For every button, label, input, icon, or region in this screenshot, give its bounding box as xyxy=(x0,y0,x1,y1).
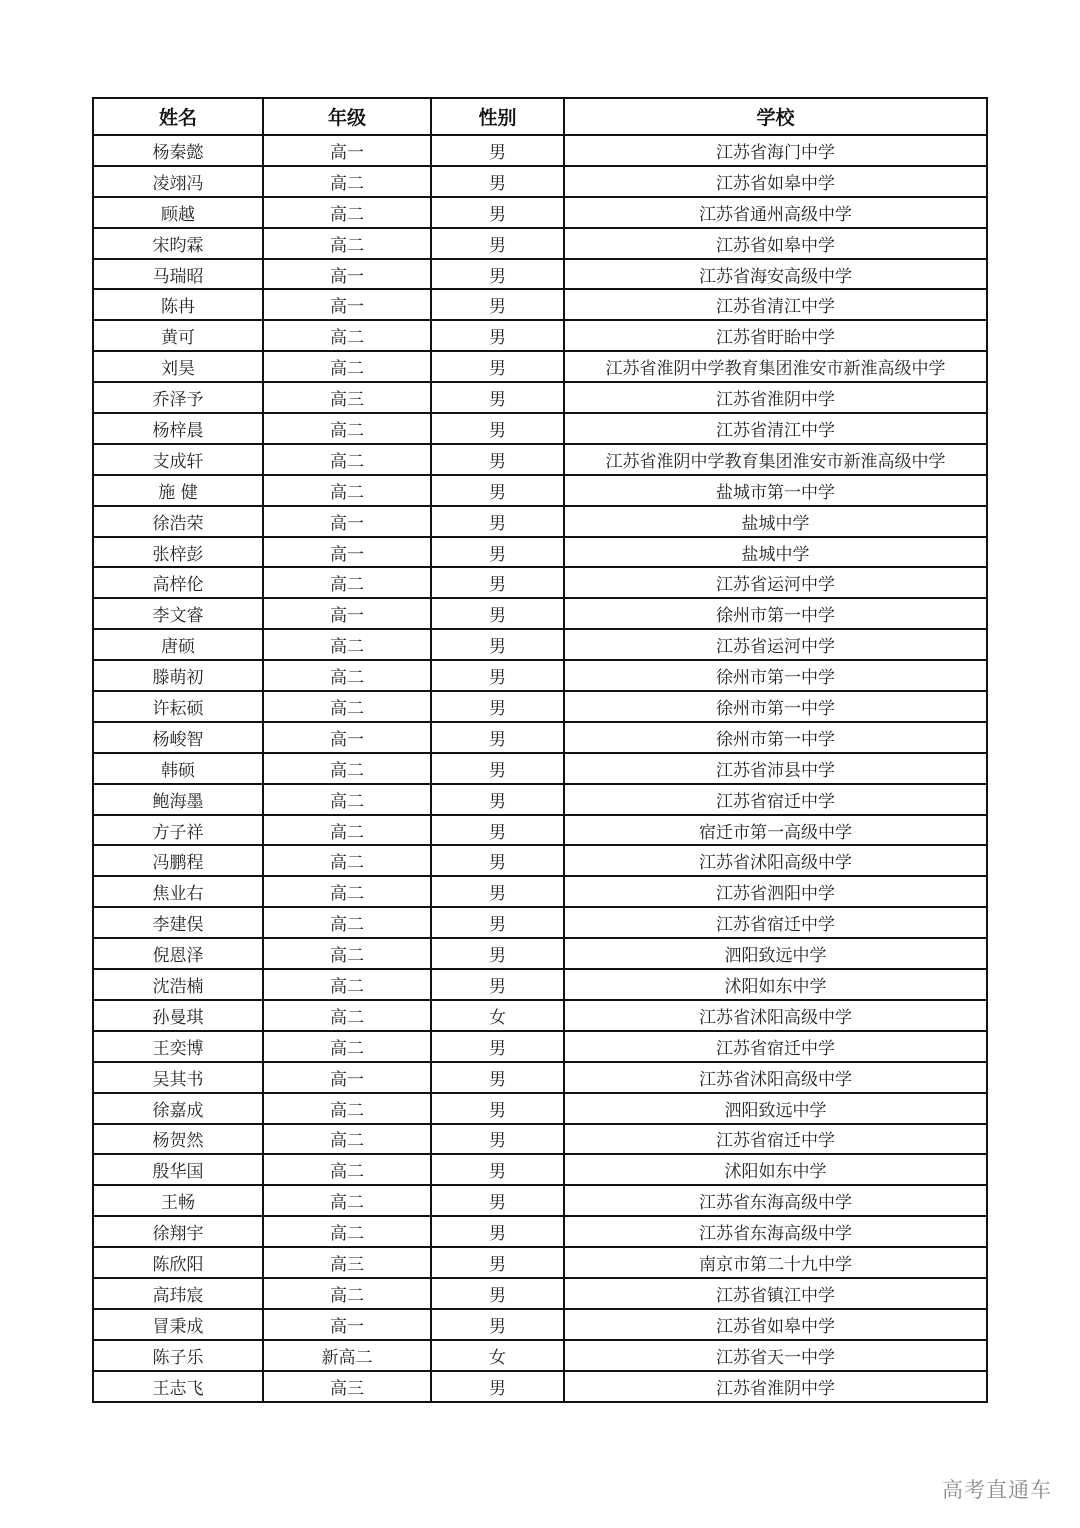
cell-school: 宿迁市第一高级中学 xyxy=(564,815,987,846)
cell-gender: 男 xyxy=(431,1062,564,1093)
table-row xyxy=(93,969,987,1000)
cell-grade: 高二 xyxy=(263,1278,431,1309)
cell-name: 杨贺然 xyxy=(93,1124,263,1155)
table-row xyxy=(93,1185,987,1216)
cell-name: 高梓伦 xyxy=(93,567,263,598)
cell-school: 江苏省如皋中学 xyxy=(564,228,987,259)
cell-grade: 高二 xyxy=(263,876,431,907)
cell-school: 泗阳致远中学 xyxy=(564,1093,987,1124)
cell-school: 江苏省宿迁中学 xyxy=(564,784,987,815)
cell-grade: 高三 xyxy=(263,1247,431,1278)
table-body xyxy=(93,135,987,1402)
cell-gender: 男 xyxy=(431,1371,564,1402)
cell-grade: 高二 xyxy=(263,660,431,691)
cell-grade: 高二 xyxy=(263,1031,431,1062)
cell-school: 江苏省宿迁中学 xyxy=(564,1031,987,1062)
cell-grade: 高二 xyxy=(263,1154,431,1185)
cell-school: 盐城中学 xyxy=(564,537,987,568)
cell-name: 倪恩泽 xyxy=(93,938,263,969)
cell-name: 冯鹏程 xyxy=(93,845,263,876)
table-row xyxy=(93,413,987,444)
header-grade: 年级 xyxy=(263,98,431,135)
cell-name: 陈欣阳 xyxy=(93,1247,263,1278)
table-row xyxy=(93,351,987,382)
cell-school: 江苏省通州高级中学 xyxy=(564,197,987,228)
table-row xyxy=(93,1093,987,1124)
cell-grade: 高二 xyxy=(263,691,431,722)
cell-name: 李建俣 xyxy=(93,907,263,938)
table-row xyxy=(93,537,987,568)
cell-grade: 高二 xyxy=(263,845,431,876)
cell-name: 孙曼琪 xyxy=(93,1000,263,1031)
cell-grade: 高二 xyxy=(263,166,431,197)
cell-grade: 高二 xyxy=(263,907,431,938)
cell-name: 冒秉成 xyxy=(93,1309,263,1340)
cell-name: 徐嘉成 xyxy=(93,1093,263,1124)
cell-gender: 男 xyxy=(431,784,564,815)
table-row xyxy=(93,753,987,784)
cell-school: 江苏省海门中学 xyxy=(564,135,987,166)
table-row xyxy=(93,691,987,722)
table-row xyxy=(93,444,987,475)
header-gender: 性别 xyxy=(431,98,564,135)
cell-school: 徐州市第一中学 xyxy=(564,691,987,722)
table-row xyxy=(93,228,987,259)
cell-grade: 高二 xyxy=(263,1093,431,1124)
cell-grade: 高二 xyxy=(263,815,431,846)
cell-grade: 高二 xyxy=(263,784,431,815)
cell-grade: 高一 xyxy=(263,537,431,568)
cell-gender: 男 xyxy=(431,506,564,537)
cell-school: 江苏省海安高级中学 xyxy=(564,259,987,290)
cell-school: 盐城市第一中学 xyxy=(564,475,987,506)
cell-grade: 高二 xyxy=(263,320,431,351)
cell-gender: 男 xyxy=(431,1278,564,1309)
table-row xyxy=(93,876,987,907)
cell-school: 江苏省清江中学 xyxy=(564,289,987,320)
cell-grade: 高二 xyxy=(263,969,431,1000)
cell-grade: 高一 xyxy=(263,506,431,537)
cell-school: 江苏省如皋中学 xyxy=(564,1309,987,1340)
cell-gender: 男 xyxy=(431,444,564,475)
table-row xyxy=(93,1278,987,1309)
cell-school: 江苏省镇江中学 xyxy=(564,1278,987,1309)
cell-name: 顾越 xyxy=(93,197,263,228)
cell-grade: 高二 xyxy=(263,629,431,660)
cell-school: 江苏省淮阴中学教育集团淮安市新淮高级中学 xyxy=(564,351,987,382)
cell-name: 凌翊冯 xyxy=(93,166,263,197)
table-row xyxy=(93,1309,987,1340)
cell-gender: 女 xyxy=(431,1000,564,1031)
cell-school: 江苏省清江中学 xyxy=(564,413,987,444)
cell-gender: 男 xyxy=(431,1124,564,1155)
table-row xyxy=(93,1124,987,1155)
cell-grade: 高三 xyxy=(263,382,431,413)
cell-name: 杨秦懿 xyxy=(93,135,263,166)
cell-school: 徐州市第一中学 xyxy=(564,598,987,629)
cell-name: 高玮宸 xyxy=(93,1278,263,1309)
cell-name: 殷华国 xyxy=(93,1154,263,1185)
student-list-table xyxy=(92,97,988,1403)
cell-name: 王奕博 xyxy=(93,1031,263,1062)
cell-gender: 男 xyxy=(431,320,564,351)
cell-grade: 高二 xyxy=(263,1216,431,1247)
table-row xyxy=(93,938,987,969)
table-row xyxy=(93,629,987,660)
cell-name: 马瑞昭 xyxy=(93,259,263,290)
cell-gender: 男 xyxy=(431,567,564,598)
cell-grade: 高二 xyxy=(263,1185,431,1216)
cell-grade: 高一 xyxy=(263,259,431,290)
cell-grade: 高三 xyxy=(263,1371,431,1402)
cell-gender: 男 xyxy=(431,1185,564,1216)
cell-gender: 男 xyxy=(431,660,564,691)
cell-grade: 高二 xyxy=(263,1124,431,1155)
cell-grade: 高二 xyxy=(263,197,431,228)
cell-gender: 男 xyxy=(431,722,564,753)
cell-gender: 男 xyxy=(431,537,564,568)
cell-grade: 高二 xyxy=(263,413,431,444)
cell-gender: 男 xyxy=(431,197,564,228)
cell-school: 沭阳如东中学 xyxy=(564,969,987,1000)
cell-name: 吴其书 xyxy=(93,1062,263,1093)
cell-gender: 男 xyxy=(431,969,564,1000)
cell-gender: 女 xyxy=(431,1340,564,1371)
header-school: 学校 xyxy=(564,98,987,135)
cell-school: 沭阳如东中学 xyxy=(564,1154,987,1185)
cell-school: 江苏省沭阳高级中学 xyxy=(564,845,987,876)
cell-gender: 男 xyxy=(431,691,564,722)
cell-school: 南京市第二十九中学 xyxy=(564,1247,987,1278)
cell-school: 江苏省盱眙中学 xyxy=(564,320,987,351)
cell-grade: 新高二 xyxy=(263,1340,431,1371)
cell-name: 方子祥 xyxy=(93,815,263,846)
cell-name: 滕萌初 xyxy=(93,660,263,691)
cell-grade: 高一 xyxy=(263,1309,431,1340)
table-row xyxy=(93,784,987,815)
cell-school: 江苏省沭阳高级中学 xyxy=(564,1000,987,1031)
cell-gender: 男 xyxy=(431,1154,564,1185)
cell-name: 许耘硕 xyxy=(93,691,263,722)
cell-school: 江苏省淮阴中学 xyxy=(564,382,987,413)
cell-school: 泗阳致远中学 xyxy=(564,938,987,969)
cell-gender: 男 xyxy=(431,815,564,846)
table-row xyxy=(93,1340,987,1371)
watermark: 高考直通车 xyxy=(942,1478,1052,1502)
table-row xyxy=(93,382,987,413)
cell-grade: 高二 xyxy=(263,1000,431,1031)
cell-school: 江苏省天一中学 xyxy=(564,1340,987,1371)
table-row xyxy=(93,506,987,537)
table-row xyxy=(93,166,987,197)
cell-grade: 高二 xyxy=(263,567,431,598)
cell-school: 江苏省泗阳中学 xyxy=(564,876,987,907)
cell-name: 陈子乐 xyxy=(93,1340,263,1371)
cell-name: 鲍海墨 xyxy=(93,784,263,815)
cell-name: 韩硕 xyxy=(93,753,263,784)
header-name: 姓名 xyxy=(93,98,263,135)
table-row xyxy=(93,1000,987,1031)
cell-school: 江苏省运河中学 xyxy=(564,629,987,660)
table-row xyxy=(93,1247,987,1278)
cell-gender: 男 xyxy=(431,845,564,876)
cell-school: 江苏省沛县中学 xyxy=(564,753,987,784)
table-row xyxy=(93,475,987,506)
cell-name: 张梓彭 xyxy=(93,537,263,568)
cell-school: 江苏省如皋中学 xyxy=(564,166,987,197)
cell-gender: 男 xyxy=(431,228,564,259)
cell-gender: 男 xyxy=(431,629,564,660)
cell-grade: 高二 xyxy=(263,444,431,475)
cell-school: 江苏省沭阳高级中学 xyxy=(564,1062,987,1093)
cell-school: 江苏省淮阴中学教育集团淮安市新淮高级中学 xyxy=(564,444,987,475)
cell-name: 杨峻智 xyxy=(93,722,263,753)
cell-school: 江苏省宿迁中学 xyxy=(564,907,987,938)
table-row xyxy=(93,135,987,166)
cell-name: 宋昀霖 xyxy=(93,228,263,259)
cell-school: 江苏省东海高级中学 xyxy=(564,1216,987,1247)
cell-grade: 高二 xyxy=(263,228,431,259)
cell-grade: 高二 xyxy=(263,351,431,382)
table-row xyxy=(93,197,987,228)
header-row xyxy=(93,98,987,135)
cell-grade: 高一 xyxy=(263,1062,431,1093)
cell-school: 徐州市第一中学 xyxy=(564,722,987,753)
cell-gender: 男 xyxy=(431,938,564,969)
cell-gender: 男 xyxy=(431,907,564,938)
table-row xyxy=(93,907,987,938)
table-row xyxy=(93,845,987,876)
cell-grade: 高一 xyxy=(263,289,431,320)
cell-gender: 男 xyxy=(431,166,564,197)
table-row xyxy=(93,660,987,691)
cell-grade: 高二 xyxy=(263,753,431,784)
cell-gender: 男 xyxy=(431,289,564,320)
cell-school: 江苏省宿迁中学 xyxy=(564,1124,987,1155)
cell-name: 王畅 xyxy=(93,1185,263,1216)
table-row xyxy=(93,320,987,351)
cell-gender: 男 xyxy=(431,475,564,506)
cell-gender: 男 xyxy=(431,259,564,290)
cell-school: 盐城中学 xyxy=(564,506,987,537)
cell-grade: 高二 xyxy=(263,938,431,969)
cell-school: 江苏省东海高级中学 xyxy=(564,1185,987,1216)
cell-name: 徐浩荣 xyxy=(93,506,263,537)
cell-grade: 高一 xyxy=(263,135,431,166)
cell-school: 江苏省淮阴中学 xyxy=(564,1371,987,1402)
table-row xyxy=(93,1062,987,1093)
cell-name: 刘昊 xyxy=(93,351,263,382)
cell-gender: 男 xyxy=(431,598,564,629)
cell-name: 李文睿 xyxy=(93,598,263,629)
cell-name: 支成轩 xyxy=(93,444,263,475)
cell-school: 徐州市第一中学 xyxy=(564,660,987,691)
cell-name: 乔泽予 xyxy=(93,382,263,413)
cell-name: 陈冉 xyxy=(93,289,263,320)
table-row xyxy=(93,567,987,598)
cell-gender: 男 xyxy=(431,135,564,166)
cell-name: 施 健 xyxy=(93,475,263,506)
cell-grade: 高一 xyxy=(263,598,431,629)
cell-gender: 男 xyxy=(431,1093,564,1124)
cell-gender: 男 xyxy=(431,382,564,413)
cell-name: 沈浩楠 xyxy=(93,969,263,1000)
table-row xyxy=(93,289,987,320)
table-row xyxy=(93,598,987,629)
cell-grade: 高二 xyxy=(263,475,431,506)
cell-gender: 男 xyxy=(431,1309,564,1340)
table-row xyxy=(93,815,987,846)
cell-name: 黄可 xyxy=(93,320,263,351)
cell-name: 焦业右 xyxy=(93,876,263,907)
table-row xyxy=(93,1154,987,1185)
cell-gender: 男 xyxy=(431,753,564,784)
cell-gender: 男 xyxy=(431,1247,564,1278)
cell-gender: 男 xyxy=(431,876,564,907)
cell-school: 江苏省运河中学 xyxy=(564,567,987,598)
table-row xyxy=(93,1371,987,1402)
cell-grade: 高一 xyxy=(263,722,431,753)
table-row xyxy=(93,722,987,753)
cell-name: 徐翔宇 xyxy=(93,1216,263,1247)
cell-name: 王志飞 xyxy=(93,1371,263,1402)
cell-gender: 男 xyxy=(431,413,564,444)
table-row xyxy=(93,1031,987,1062)
table-row xyxy=(93,1216,987,1247)
cell-name: 杨梓晨 xyxy=(93,413,263,444)
table-row xyxy=(93,259,987,290)
cell-gender: 男 xyxy=(431,1031,564,1062)
cell-gender: 男 xyxy=(431,351,564,382)
cell-gender: 男 xyxy=(431,1216,564,1247)
cell-name: 唐硕 xyxy=(93,629,263,660)
